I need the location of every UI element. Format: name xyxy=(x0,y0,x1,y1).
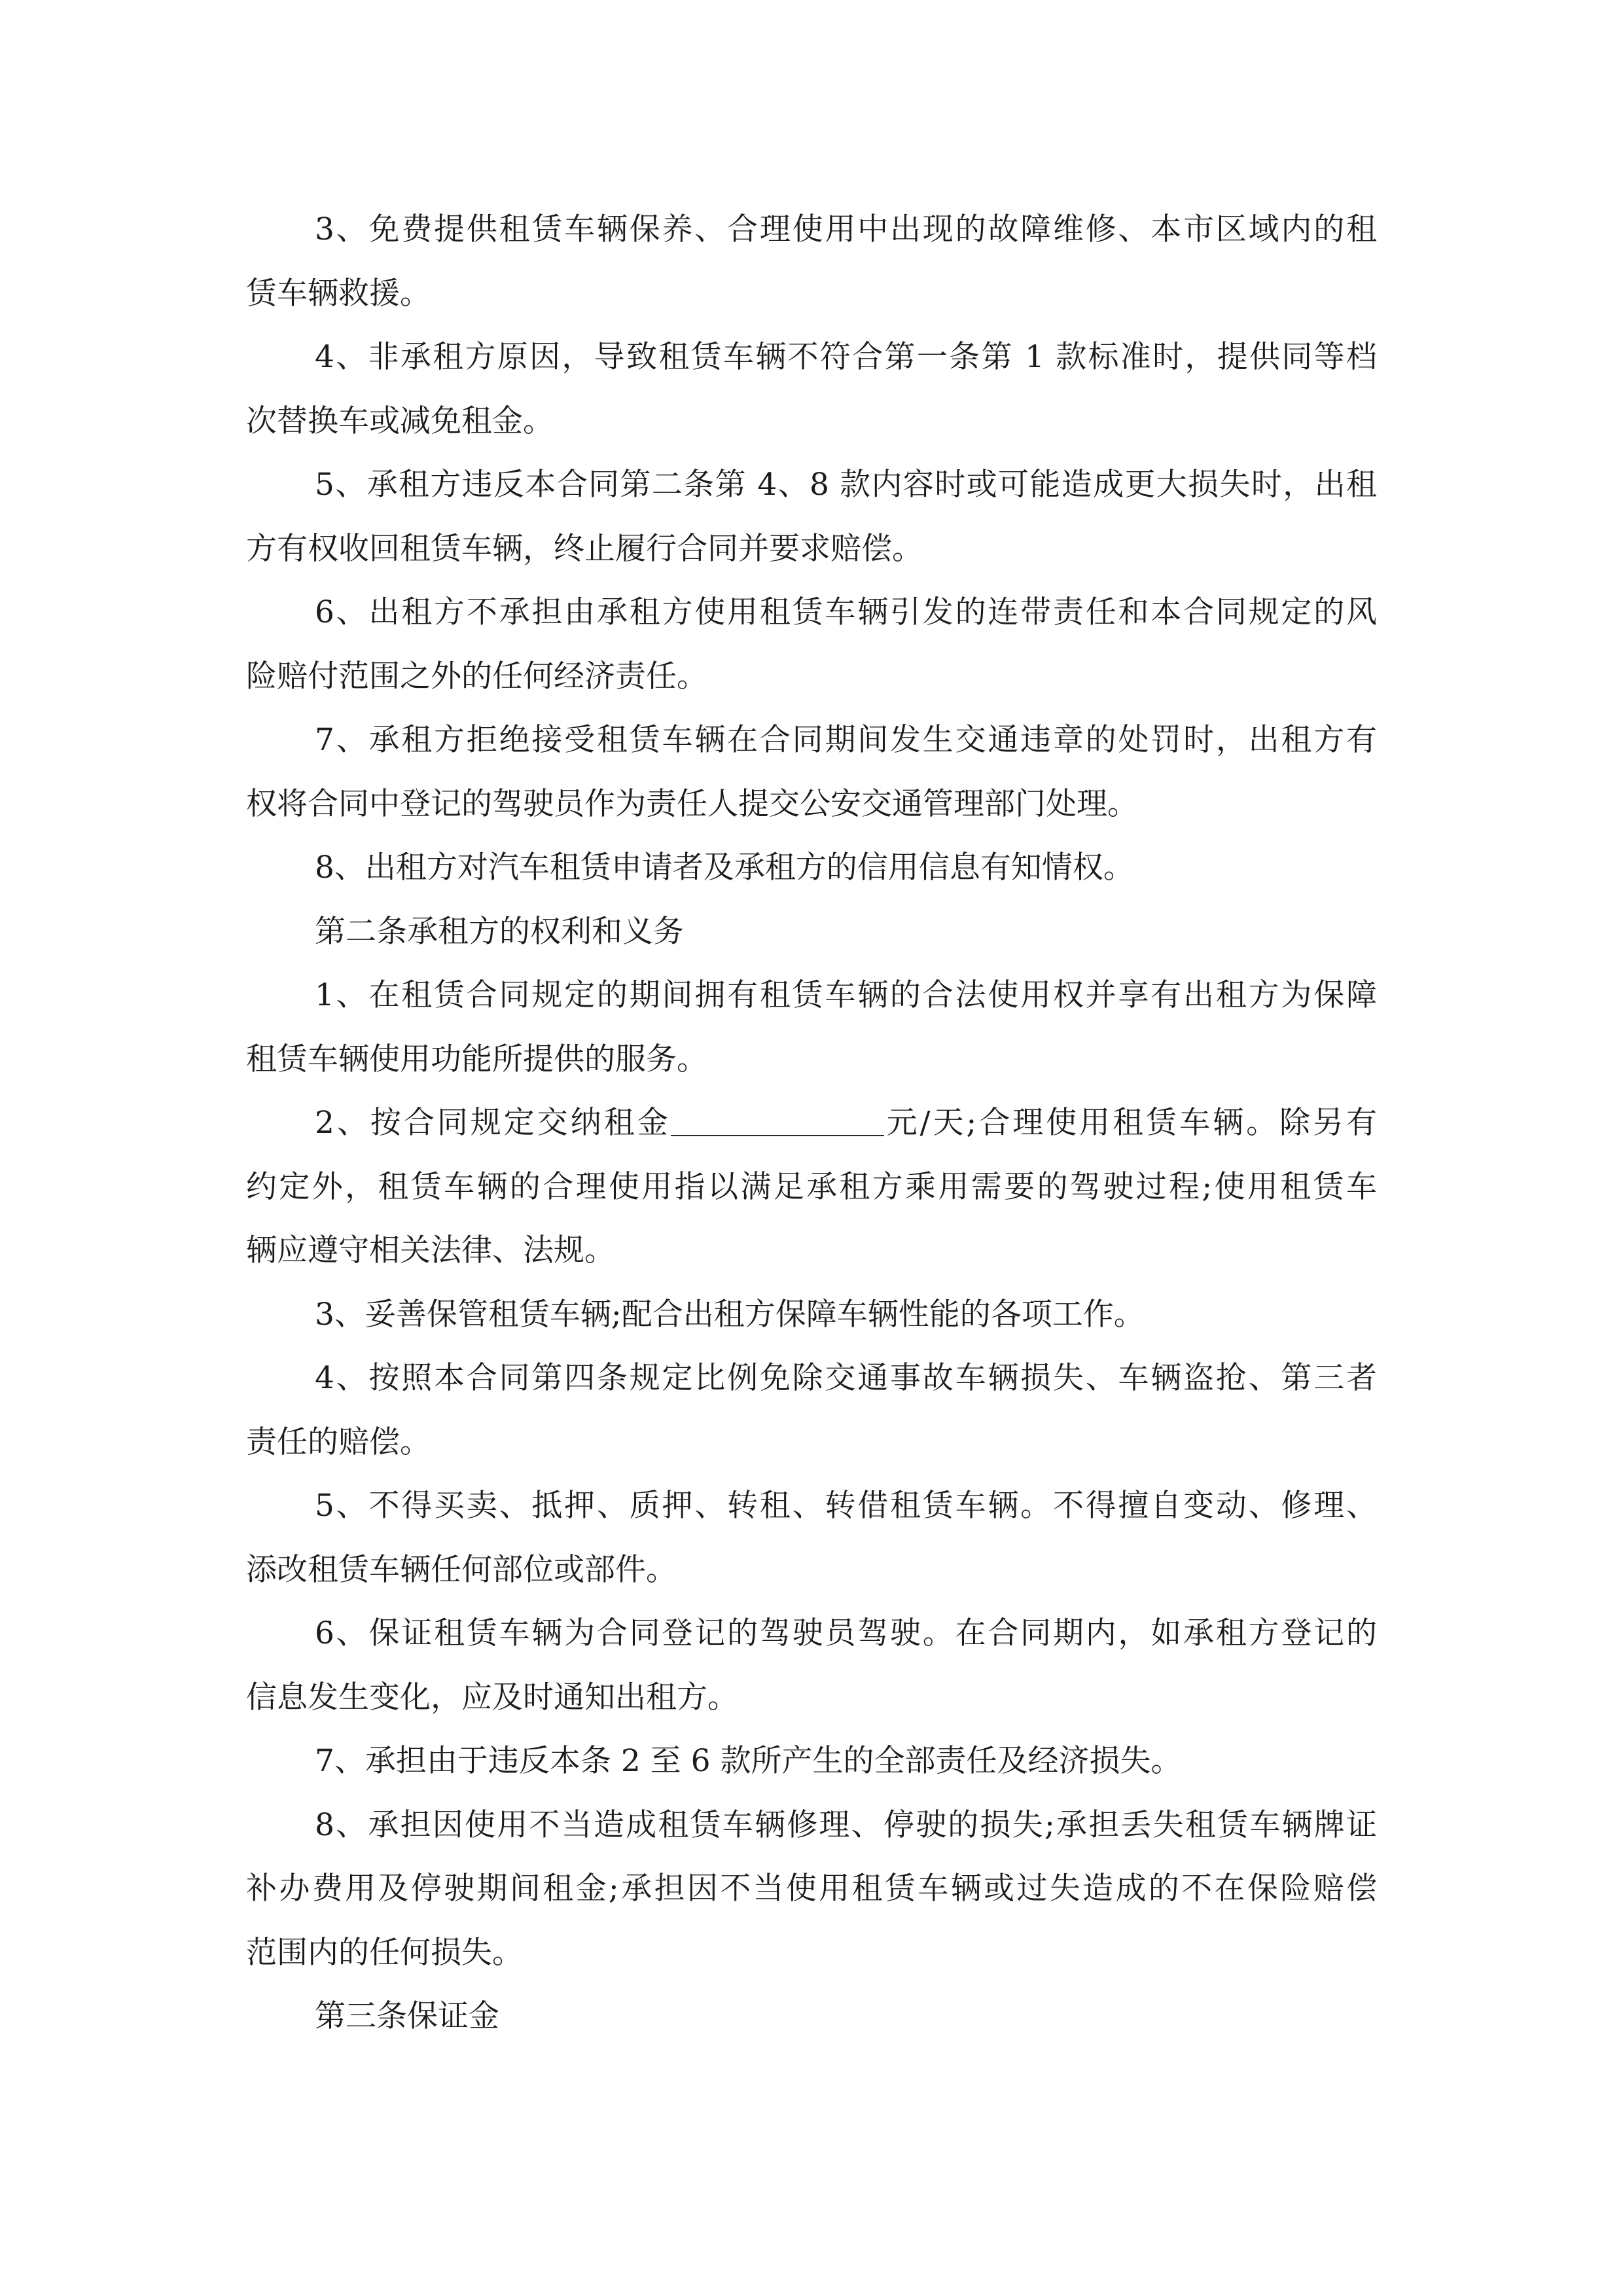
section-heading xyxy=(246,1984,1377,2049)
clause-paragraph xyxy=(246,963,1377,1091)
clause-paragraph xyxy=(246,581,1377,708)
clause-paragraph xyxy=(246,1346,1377,1474)
clause-paragraph xyxy=(246,453,1377,581)
rent-line-suffix: 元/天;合理使用租赁车辆。除另有 xyxy=(883,1105,1377,1141)
paragraph-line: 5、承租方违反本合同第二条第 4、8 款内容时或可能造成更大损失时，出租 xyxy=(315,467,1377,503)
paragraph-line: 补办费用及停驶期间租金;承担因不当使用租赁车辆或过失造成的不在保险赔偿 xyxy=(246,1871,1377,1907)
paragraph-line: 赁车辆救援。 xyxy=(246,275,431,312)
clause-paragraph xyxy=(246,1283,1377,1347)
clause-paragraph xyxy=(246,1091,1377,1283)
paragraph-line: 3、免费提供租赁车辆保养、合理使用中出现的故障维修、本市区域内的租 xyxy=(315,211,1377,247)
clause-paragraph xyxy=(246,708,1377,836)
paragraph-line: 约定外，租赁车辆的合理使用指以满足承租方乘用需要的驾驶过程;使用租赁车 xyxy=(246,1168,1377,1205)
paragraph-line: 7、承租方拒绝接受租赁车辆在合同期间发生交通违章的处罚时，出租方有 xyxy=(315,722,1377,758)
document-body xyxy=(246,198,1377,2049)
clause-paragraph xyxy=(246,1793,1377,1985)
paragraph-line: 3、妥善保管租赁车辆;配合出租方保障车辆性能的各项工作。 xyxy=(315,1296,1145,1333)
paragraph-line: 5、不得买卖、抵押、质押、转租、转借租赁车辆。不得擅自变动、修理、 xyxy=(315,1488,1377,1524)
paragraph-line: 4、非承租方原因，导致租赁车辆不符合第一条第 1 款标准时，提供同等档 xyxy=(315,339,1377,375)
paragraph-line: 7、承担由于违反本条 2 至 6 款所产生的全部责任及经济损失。 xyxy=(315,1743,1182,1779)
paragraph-line: 责任的赔偿。 xyxy=(246,1424,431,1460)
paragraph-line: 权将合同中登记的驾驶员作为责任人提交公安交通管理部门处理。 xyxy=(246,785,1138,822)
rent-amount-blank xyxy=(671,1135,884,1136)
paragraph-line: 辆应遵守相关法律、法规。 xyxy=(246,1232,615,1268)
paragraph-line: 次替换车或减免租金。 xyxy=(246,403,554,439)
paragraph-line: 6、保证租赁车辆为合同登记的驾驶员驾驶。在合同期内，如承租方登记的 xyxy=(315,1615,1377,1651)
paragraph-line: 租赁车辆使用功能所提供的服务。 xyxy=(246,1041,707,1077)
section-heading-text: 第二条承租方的权利和义务 xyxy=(315,913,684,950)
section-heading-text: 第三条保证金 xyxy=(315,1998,499,2034)
clause-paragraph xyxy=(246,1729,1377,1793)
paragraph-line: 信息发生变化，应及时通知出租方。 xyxy=(246,1679,738,1715)
paragraph-line xyxy=(246,1091,1377,1155)
clause-paragraph xyxy=(246,1602,1377,1729)
section-heading xyxy=(246,900,1377,964)
paragraph-line: 方有权收回租赁车辆，终止履行合同并要求赔偿。 xyxy=(246,530,923,567)
clause-paragraph xyxy=(246,1474,1377,1602)
clause-paragraph xyxy=(246,325,1377,453)
clause-paragraph xyxy=(246,198,1377,325)
paragraph-line: 添改租赁车辆任何部位或部件。 xyxy=(246,1551,677,1588)
paragraph-line: 4、按照本合同第四条规定比例免除交通事故车辆损失、车辆盗抢、第三者 xyxy=(315,1360,1377,1396)
paragraph-line: 险赔付范围之外的任何经济责任。 xyxy=(246,658,707,694)
paragraph-line: 8、出租方对汽车租赁申请者及承租方的信用信息有知情权。 xyxy=(315,850,1134,886)
paragraph-line: 1、在租赁合同规定的期间拥有租赁车辆的合法使用权并享有出租方为保障 xyxy=(315,977,1377,1013)
paragraph-line: 8、承担因使用不当造成租赁车辆修理、停驶的损失;承担丢失租赁车辆牌证 xyxy=(315,1806,1377,1843)
paragraph-line: 范围内的任何损失。 xyxy=(246,1934,523,1971)
paragraph-line: 6、出租方不承担由承租方使用租赁车辆引发的连带责任和本合同规定的风 xyxy=(315,594,1377,630)
rent-line-prefix: 2、按合同规定交纳租金 xyxy=(315,1105,671,1141)
clause-paragraph xyxy=(246,836,1377,900)
